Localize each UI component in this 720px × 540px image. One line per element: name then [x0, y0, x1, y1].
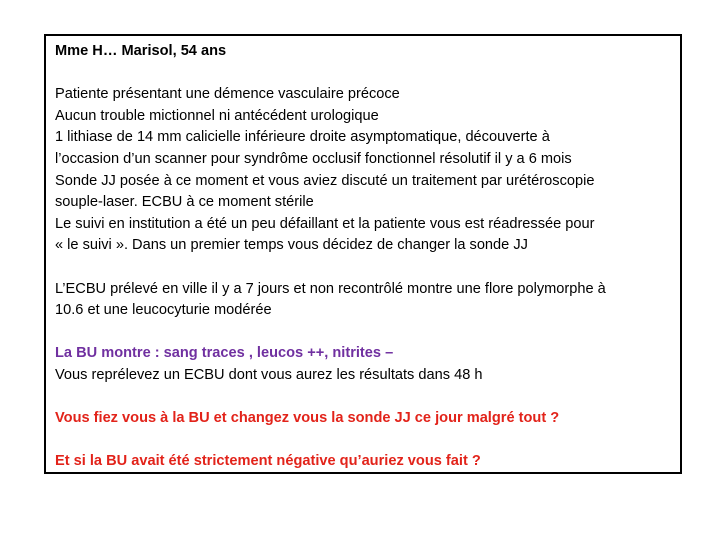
spacer: [55, 322, 673, 344]
bu-result: La BU montre : sang traces , leucos ++, nitrites –: [55, 345, 394, 362]
history-line: 1 lithiase de 14 mm calicielle inférieure droite asymptomatique, découverte à: [55, 129, 550, 146]
question-1: Vous fiez vous à la BU et changez vous la sonde JJ ce jour malgré tout ?: [55, 410, 560, 427]
ecbu-line: L’ECBU prélevé en ville il y a 7 jours et non recontrôlé montre une flore polymorphe à: [55, 280, 606, 297]
history-line: Le suivi en institution a été un peu défaillant et la patiente vous est réadressée pour: [55, 215, 595, 232]
history-line: souple-laser. ECBU à ce moment stérile: [55, 194, 314, 211]
spacer: [55, 63, 673, 85]
case-text-box: [44, 34, 682, 474]
patient-title: Mme H… Marisol, 54 ans: [55, 43, 227, 59]
history-line: Sonde JJ posée à ce moment et vous aviez discuté un traitement par urétéroscopie: [55, 172, 595, 189]
history-line: l’occasion d’un scanner pour syndrôme occlusif fonctionnel résolutif il y a 6 mois: [55, 150, 572, 167]
new-sample-line: Vous reprélevez un ECBU dont vous aurez les résultats dans 48 h: [55, 366, 483, 383]
spacer: [55, 387, 673, 409]
spacer: [55, 430, 673, 452]
history-line: Patiente présentant une démence vasculaire précoce: [55, 86, 400, 103]
question-2: Et si la BU avait été strictement négative qu’auriez vous fait ?: [55, 453, 481, 470]
ecbu-line: 10.6 et une leucocyturie modérée: [55, 302, 272, 319]
history-line: Aucun trouble mictionnel ni antécédent urologique: [55, 107, 379, 124]
history-line: « le suivi ». Dans un premier temps vous décidez de changer la sonde JJ: [55, 237, 528, 254]
spacer: [55, 257, 673, 279]
